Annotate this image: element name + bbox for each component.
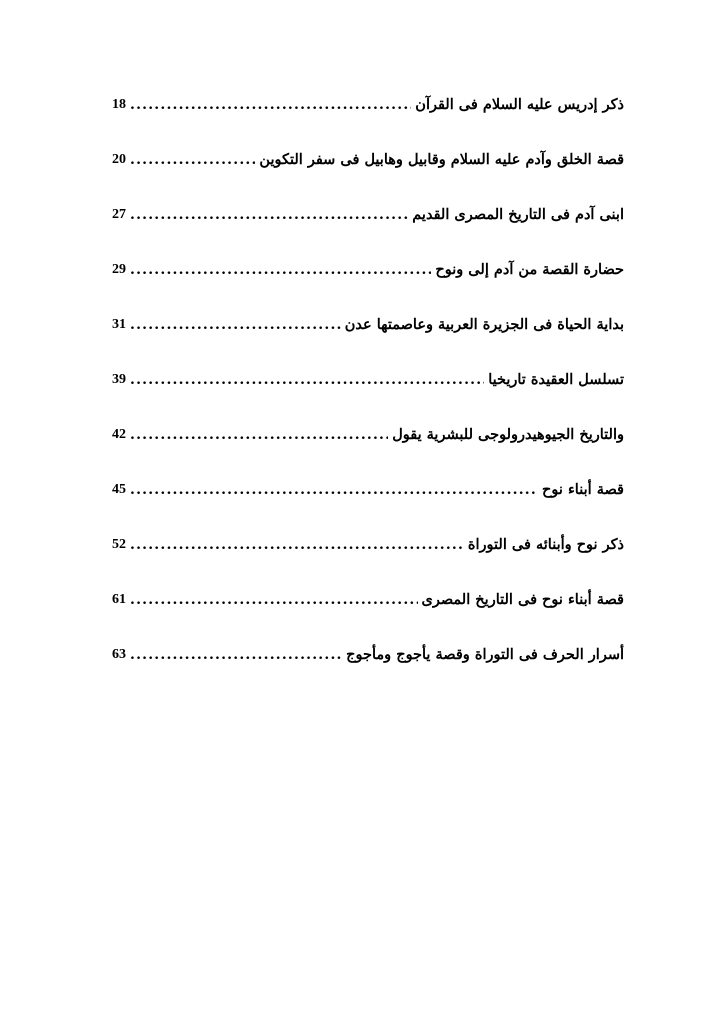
toc-leader-dots	[130, 204, 408, 226]
toc-entry	[112, 479, 624, 534]
toc-entry	[112, 149, 624, 204]
toc-entry-title: حضارة القصة من آدم إلى ونوح	[435, 261, 624, 278]
toc-entry-page: 18	[112, 97, 126, 112]
toc-entry	[112, 589, 624, 644]
toc-entry-title: قصة الخلق وآدم عليه السلام وقابيل وهابيل فى سفر التكوين	[259, 151, 624, 168]
toc-leader-dots	[130, 369, 484, 391]
toc-entry-page: 27	[112, 207, 126, 222]
toc-entry-title: ذكر نوح وأبنائه فى التوراة	[467, 536, 624, 553]
toc-leader-dots	[130, 589, 418, 611]
table-of-contents	[112, 94, 624, 699]
toc-entry	[112, 259, 624, 314]
toc-entry-page: 39	[112, 372, 126, 387]
toc-entry-page: 45	[112, 482, 126, 497]
toc-entry	[112, 94, 624, 149]
toc-entry-title: ابنى آدم فى التاريخ المصرى القديم	[412, 206, 624, 223]
toc-leader-dots	[130, 94, 411, 116]
toc-entry	[112, 369, 624, 424]
toc-entry	[112, 424, 624, 479]
toc-leader-dots	[130, 534, 464, 556]
toc-leader-dots	[130, 314, 341, 336]
toc-entry-page: 42	[112, 427, 126, 442]
toc-entry-title: أسرار الحرف فى التوراة وقصة يأجوج ومأجوج	[346, 646, 624, 663]
toc-leader-dots	[130, 644, 342, 666]
toc-entry-title: قصة أبناء نوح فى التاريخ المصرى	[421, 591, 624, 608]
toc-entry-title: قصة أبناء نوح	[542, 481, 624, 498]
toc-entry-title: والتاريخ الجيوهيدرولوجى للبشرية يقول	[392, 426, 624, 443]
toc-leader-dots	[130, 149, 255, 171]
toc-entry-page: 20	[112, 152, 126, 167]
toc-leader-dots	[130, 259, 431, 281]
toc-entry-page: 29	[112, 262, 126, 277]
toc-entry-page: 52	[112, 537, 126, 552]
toc-entry-page: 63	[112, 647, 126, 662]
toc-entry-page: 31	[112, 317, 126, 332]
toc-entry	[112, 204, 624, 259]
toc-entry-title: بداية الحياة فى الجزيرة العربية وعاصمتها عدن	[344, 316, 624, 333]
toc-entry-title: تسلسل العقيدة تاريخيا	[488, 371, 624, 388]
toc-entry-page: 61	[112, 592, 126, 607]
toc-entry	[112, 314, 624, 369]
toc-entry	[112, 644, 624, 699]
toc-entry-title: ذكر إدريس عليه السلام فى القرآن	[415, 96, 624, 113]
toc-entry	[112, 534, 624, 589]
toc-leader-dots	[130, 479, 538, 501]
toc-leader-dots	[130, 424, 388, 446]
